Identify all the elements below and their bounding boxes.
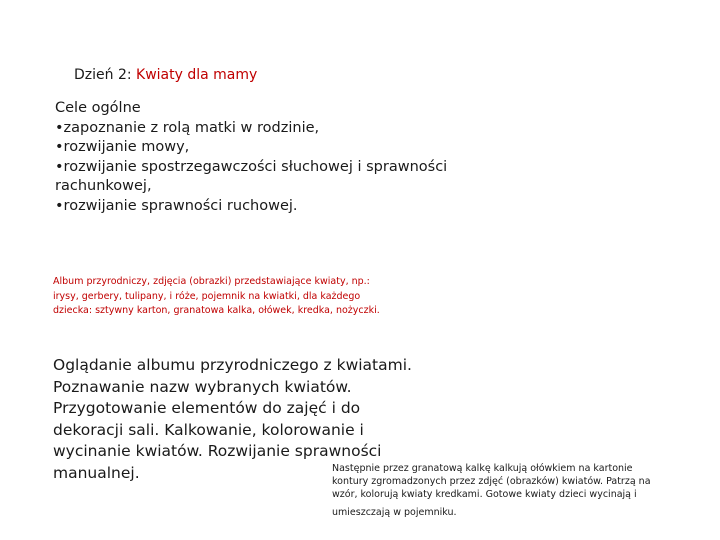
goals-list: [55, 99, 475, 217]
activities-line: Oglądanie albumu przyrodniczego z kwiatami.: [53, 356, 412, 374]
description-line: wzór, kolorują kwiaty kredkami. Gotowe kwiaty dzieci wycinają i: [332, 489, 637, 500]
goals-heading: Cele ogólne: [55, 100, 141, 116]
materials-text: [53, 275, 398, 319]
goal-item: •rozwijanie spostrzegawczości słuchowej i sprawności: [55, 158, 448, 175]
description-line: kontury zgromadzonych przez zdjęć (obrazków) kwiatów. Patrzą na: [332, 476, 651, 487]
activities-line: wycinanie kwiatów. Rozwijanie sprawności: [53, 442, 382, 460]
goal-item-continued: rachunkowej,: [55, 178, 152, 195]
page-title: [74, 66, 257, 84]
description-line: umieszczają w pojemniku.: [332, 507, 457, 518]
goal-item: •zapoznanie z rolą matki w rodzinie,: [55, 119, 320, 136]
activities-line: dekoracji sali. Kalkowanie, kolorowanie i: [53, 420, 364, 439]
materials-line: irysy, gerbery, tulipany, i róże, pojemnik na kwiatki, dla każdego: [53, 290, 361, 302]
materials-line: Album przyrodniczy, zdjęcia (obrazki) przedstawiające kwiaty, np.:: [53, 276, 370, 287]
activities-line: Poznawanie nazw wybranych kwiatów.: [53, 377, 352, 396]
description-text: [332, 462, 682, 519]
goal-item: •rozwijanie mowy,: [55, 139, 190, 156]
activities-line: Przygotowanie elementów do zajęć i do: [53, 399, 361, 417]
title-prefix: Dzień 2:: [74, 67, 137, 83]
activities-line: manualnej.: [53, 463, 140, 482]
description-line: Następnie przez granatową kalkę kalkują ołówkiem na kartonie: [332, 463, 633, 474]
materials-line: dziecka: sztywny karton, granatowa kalka, ołówek, kredka, nożyczki.: [53, 305, 380, 316]
title-topic: Kwiaty dla mamy: [136, 67, 258, 83]
goal-item: •rozwijanie sprawności ruchowej.: [55, 197, 298, 214]
